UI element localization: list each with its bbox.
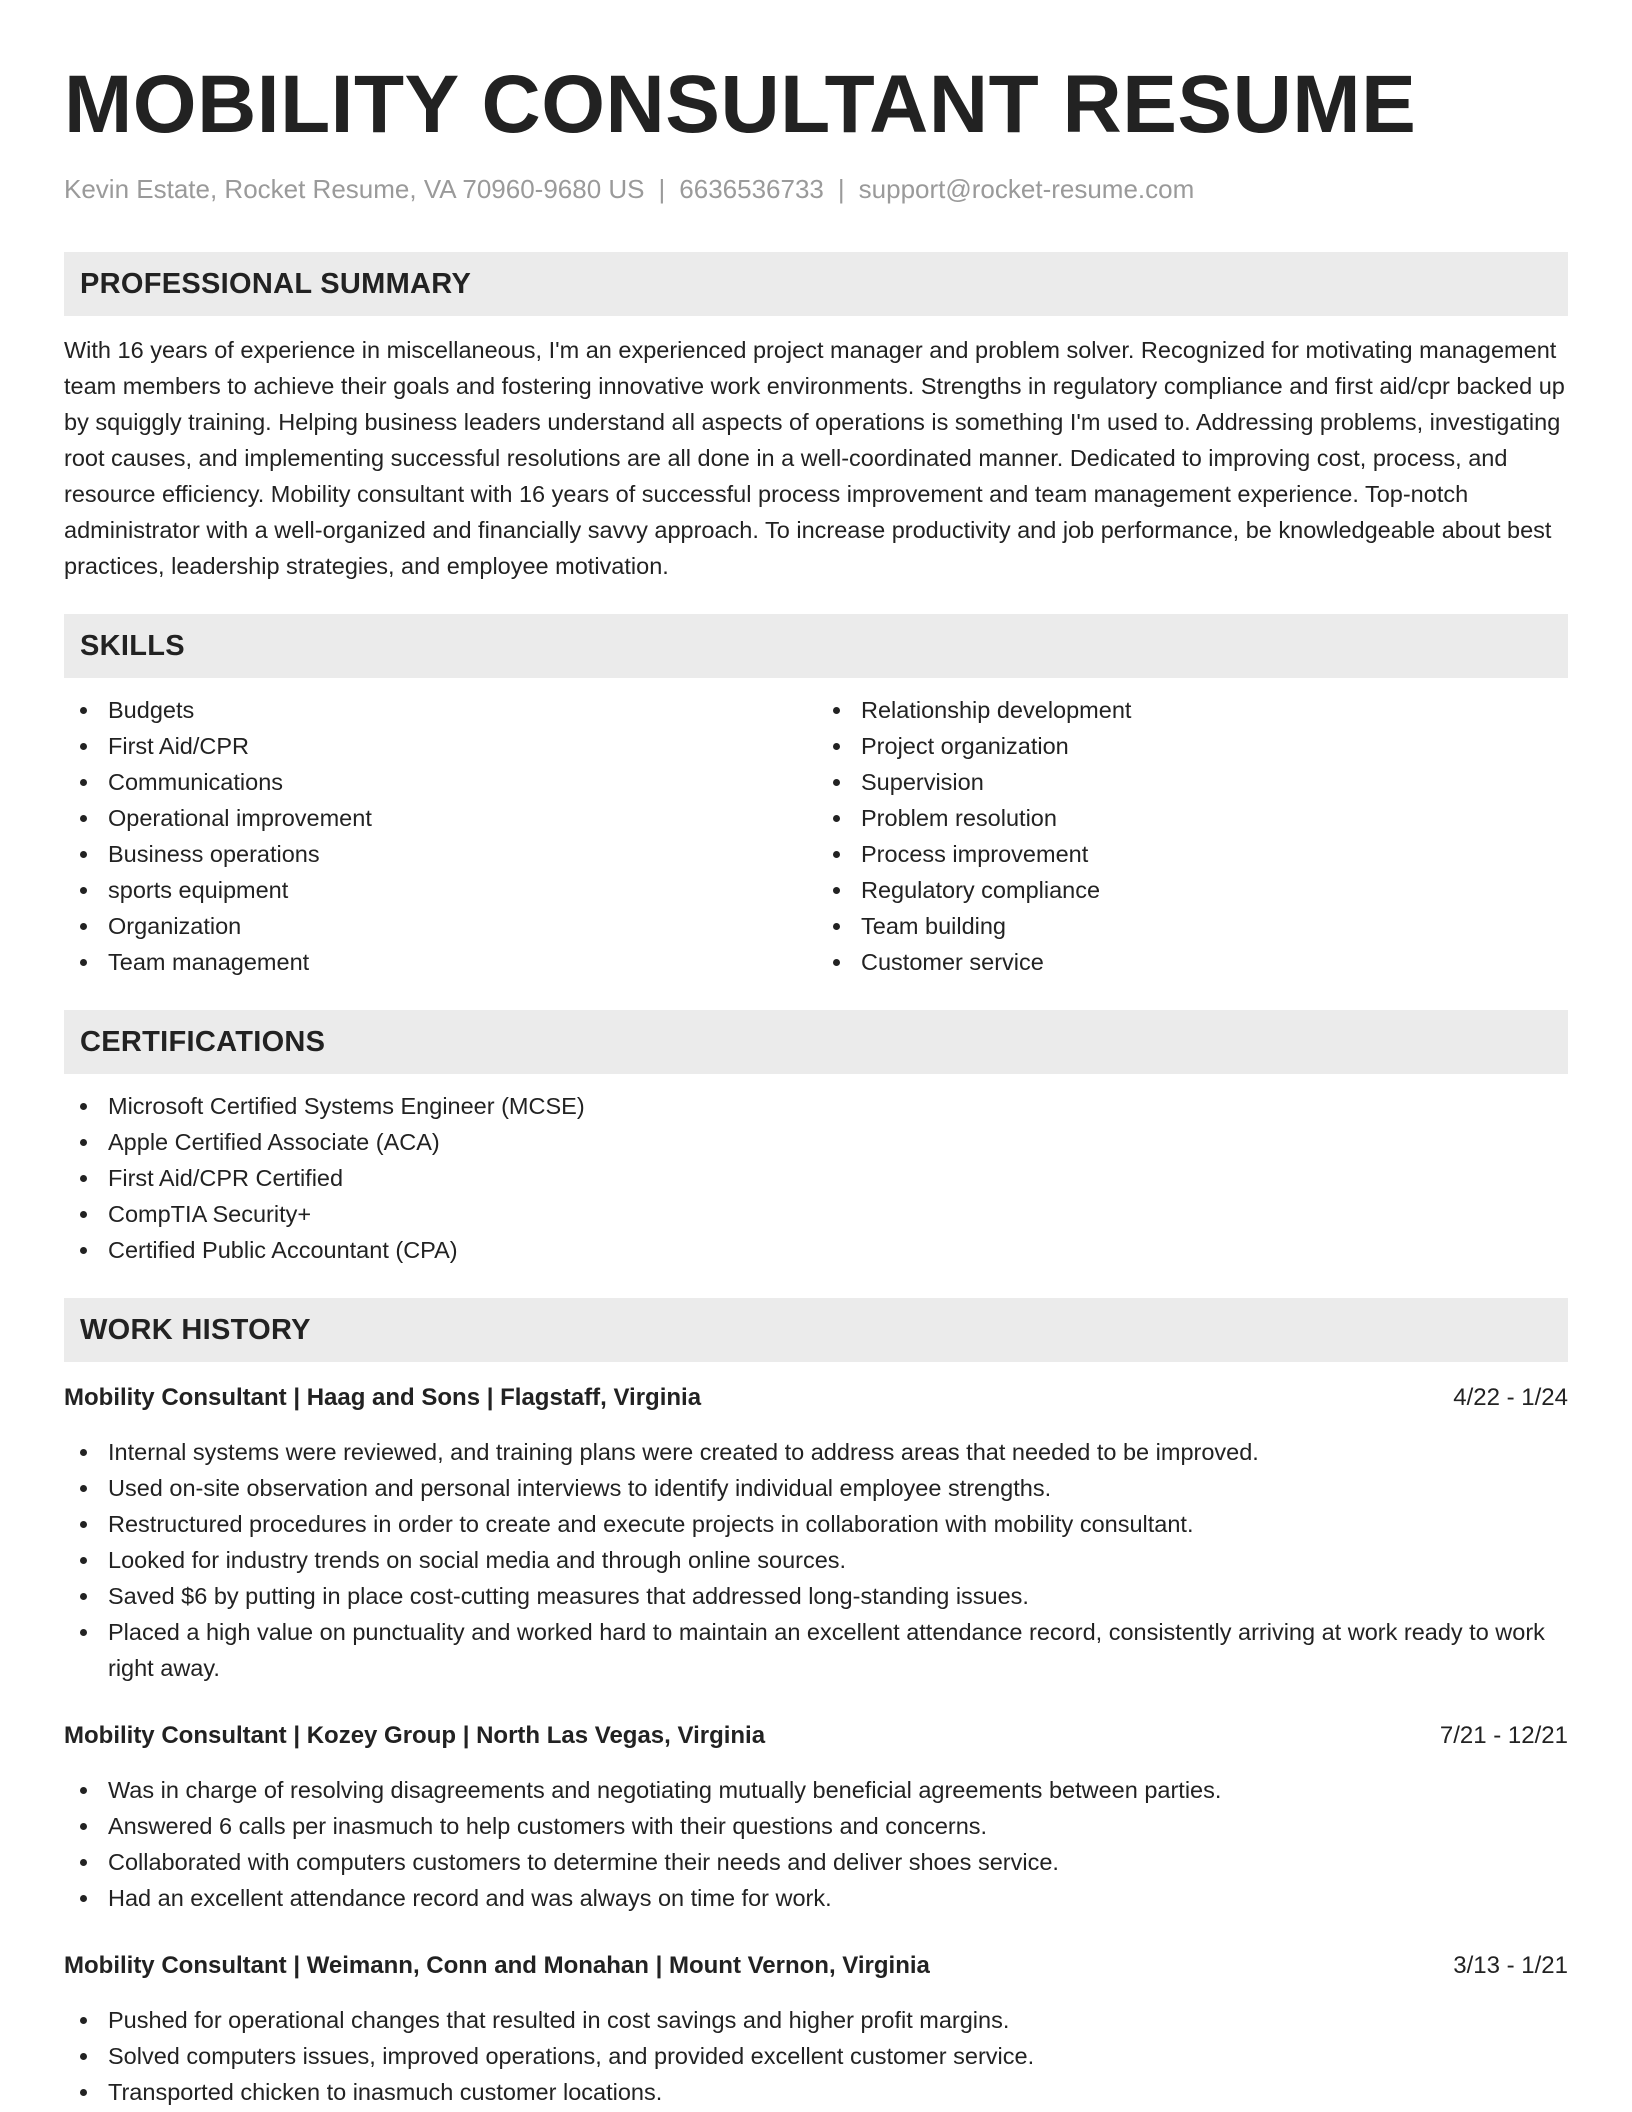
skill-item: Supervision <box>817 764 1568 800</box>
skill-item: Regulatory compliance <box>817 872 1568 908</box>
job-entry <box>64 1948 1568 2110</box>
job-dates: 4/22 - 1/24 <box>1453 1384 1568 1411</box>
skill-item: sports equipment <box>64 872 815 908</box>
skill-item: Customer service <box>817 944 1568 980</box>
job-dates: 7/21 - 12/21 <box>1439 1722 1568 1749</box>
job-entry <box>64 1718 1568 1916</box>
skill-item: Business operations <box>64 836 815 872</box>
contact-address: Kevin Estate, Rocket Resume, VA 70960-9680 US <box>64 174 645 204</box>
skill-item: Process improvement <box>817 836 1568 872</box>
skill-item: First Aid/CPR <box>64 728 815 764</box>
job-dates: 3/13 - 1/21 <box>1453 1952 1568 1979</box>
job-header <box>64 1380 1568 1416</box>
job-bullet: Had an excellent attendance record and was always on time for work. <box>64 1880 1568 1916</box>
contact-phone: 6636536733 <box>679 174 824 204</box>
certification-item: First Aid/CPR Certified <box>64 1160 1568 1196</box>
skill-item: Organization <box>64 908 815 944</box>
job-header <box>64 1718 1568 1754</box>
job-bullet: Collaborated with computers customers to determine their needs and deliver shoes service. <box>64 1844 1568 1880</box>
skill-item: Team building <box>817 908 1568 944</box>
job-bullets <box>64 1772 1568 1916</box>
job-bullet: Placed a high value on punctuality and worked hard to maintain an excellent attendance record, consistently arriving at work ready to work right away. <box>64 1614 1568 1686</box>
job-bullet: Solved computers issues, improved operations, and provided excellent customer service. <box>64 2038 1568 2074</box>
skill-item: Communications <box>64 764 815 800</box>
certifications-heading: CERTIFICATIONS <box>64 1010 1568 1074</box>
job-bullet: Internal systems were reviewed, and training plans were created to address areas that needed to be improved. <box>64 1434 1568 1470</box>
certifications-list <box>64 1088 1568 1268</box>
work-history-heading: WORK HISTORY <box>64 1298 1568 1362</box>
job-bullet: Transported chicken to inasmuch customer locations. <box>64 2074 1568 2110</box>
skill-item: Problem resolution <box>817 800 1568 836</box>
skill-item: Team management <box>64 944 815 980</box>
job-bullet: Was in charge of resolving disagreements and negotiating mutually beneficial agreements between parties. <box>64 1772 1568 1808</box>
skills-right-list <box>815 692 1568 980</box>
job-header <box>64 1948 1568 1984</box>
job-title: Mobility Consultant | Weimann, Conn and Monahan | Mount Vernon, Virginia <box>64 1952 930 1979</box>
contact-separator: | <box>837 174 845 204</box>
job-entry <box>64 1380 1568 1686</box>
contact-email: support@rocket-resume.com <box>858 174 1195 204</box>
skills-left-list <box>64 692 815 980</box>
certification-item: Certified Public Accountant (CPA) <box>64 1232 1568 1268</box>
contact-line <box>64 172 1568 206</box>
skills-heading: SKILLS <box>64 614 1568 678</box>
job-title: Mobility Consultant | Kozey Group | North Las Vegas, Virginia <box>64 1722 766 1749</box>
job-bullets <box>64 1434 1568 1686</box>
skill-item: Project organization <box>817 728 1568 764</box>
certification-item: Apple Certified Associate (ACA) <box>64 1124 1568 1160</box>
job-bullet: Used on-site observation and personal interviews to identify individual employee strengths. <box>64 1470 1568 1506</box>
skills-grid <box>64 692 1568 980</box>
job-title: Mobility Consultant | Haag and Sons | Flagstaff, Virginia <box>64 1384 702 1411</box>
job-bullet: Looked for industry trends on social media and through online sources. <box>64 1542 1568 1578</box>
resume-title: MOBILITY CONSULTANT RESUME <box>64 59 1417 150</box>
summary-heading: PROFESSIONAL SUMMARY <box>64 252 1568 316</box>
job-bullets <box>64 2002 1568 2110</box>
skill-item: Operational improvement <box>64 800 815 836</box>
job-bullet: Restructured procedures in order to create and execute projects in collaboration with mobility consultant. <box>64 1506 1568 1542</box>
skill-item: Relationship development <box>817 692 1568 728</box>
job-bullet: Saved $6 by putting in place cost-cutting measures that addressed long-standing issues. <box>64 1578 1568 1614</box>
job-bullet: Answered 6 calls per inasmuch to help customers with their questions and concerns. <box>64 1808 1568 1844</box>
certification-item: Microsoft Certified Systems Engineer (MCSE) <box>64 1088 1568 1124</box>
contact-separator: | <box>658 174 666 204</box>
certification-item: CompTIA Security+ <box>64 1196 1568 1232</box>
summary-text: With 16 years of experience in miscellaneous, I'm an experienced project manager and problem solver. Recognized for motivating management team members to achieve their goals and fostering innovative work environments. Strengths in regulatory compliance and first aid/cpr backed up by squiggly training. Helping business leaders understand all aspects of operations is something I'm used to. Addressing problems, investigating root causes, and implementing successful resolutions are all done in a well-coordinated manner. Dedicated to improving cost, process, and resource efficiency. Mobility consultant with 16 years of successful process improvement and team management experience. Top-notch administrator with a well-organized and financially savvy approach. To increase productivity and job performance, be knowledgeable about best practices, leadership strategies, and employee motivation. <box>64 337 1565 579</box>
job-bullet: Pushed for operational changes that resulted in cost savings and higher profit margins. <box>64 2002 1568 2038</box>
skill-item: Budgets <box>64 692 815 728</box>
